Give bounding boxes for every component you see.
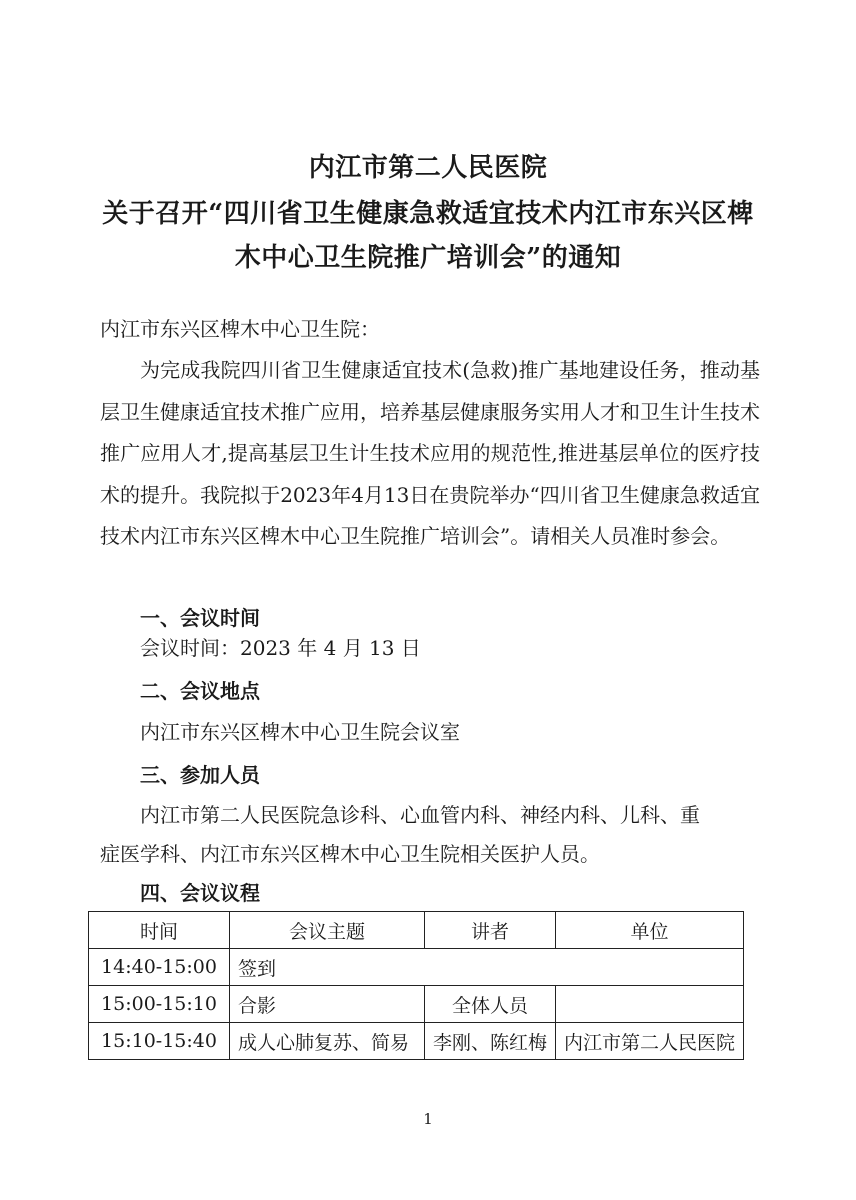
section-text-time: 会议时间：2023 年 4 月 13 日: [140, 636, 421, 660]
table-header: 讲者: [425, 912, 556, 949]
section-heading-people: 三、参加人员: [140, 763, 260, 787]
title-line-2: 关于召开“四川省卫生健康急救适宜技术内江市东兴区椑: [102, 199, 754, 229]
table-row: [89, 1023, 744, 1060]
table-cell-speaker: 全体人员: [425, 986, 556, 1023]
table-cell-topic: 签到: [230, 949, 744, 986]
section-text-people-1: 内江市第二人民医院急诊科、心血管内科、神经内科、儿科、重: [140, 803, 700, 827]
table-cell-topic: 成人心肺复苏、简易: [230, 1023, 425, 1060]
salutation: 内江市东兴区椑木中心卫生院：: [100, 317, 380, 341]
table-cell-topic: 合影: [230, 986, 425, 1023]
section-heading-place: 二、会议地点: [140, 679, 260, 703]
agenda-table: [88, 911, 744, 1060]
page-number: 1: [423, 1110, 433, 1128]
table-row: [89, 986, 744, 1023]
table-cell-unit: 内江市第二人民医院: [556, 1023, 744, 1060]
table-header: 会议主题: [230, 912, 425, 949]
table-cell-unit: [556, 986, 744, 1023]
table-cell-time: 15:00-15:10: [89, 986, 230, 1023]
table-cell-time: 14:40-15:00: [89, 949, 230, 986]
table-header: 时间: [89, 912, 230, 949]
table-cell-speaker: 李刚、陈红梅: [425, 1023, 556, 1060]
section-text-people-2: 症医学科、内江市东兴区椑木中心卫生院相关医护人员。: [100, 842, 600, 866]
section-heading-time: 一、会议时间: [140, 606, 260, 630]
table-header: 单位: [556, 912, 744, 949]
title-line-3: 木中心卫生院推广培训会”的通知: [234, 243, 622, 273]
body-paragraph: 为完成我院四川省卫生健康适宜技术(急救)推广基地建设任务，推动基层卫生健康适宜技术推广应用，培养基层健康服务实用人才和卫生计生技术推广应用人才,提高基层卫生计生技术应用的规范性,推进基层单位的医疗技术的提升。我院拟于2023年4月13日在贵院举办“四川省卫生健康急救适宜技术内江市东兴区椑木中心卫生院推广培训会”。请相关人员准时参会。: [100, 358, 760, 548]
table-cell-time: 15:10-15:40: [89, 1023, 230, 1060]
table-header-row: [89, 912, 744, 949]
title-line-1: 内江市第二人民医院: [308, 153, 548, 183]
table-row: [89, 949, 744, 986]
section-heading-agenda: 四、会议议程: [140, 881, 260, 905]
section-text-place: 内江市东兴区椑木中心卫生院会议室: [140, 720, 460, 744]
